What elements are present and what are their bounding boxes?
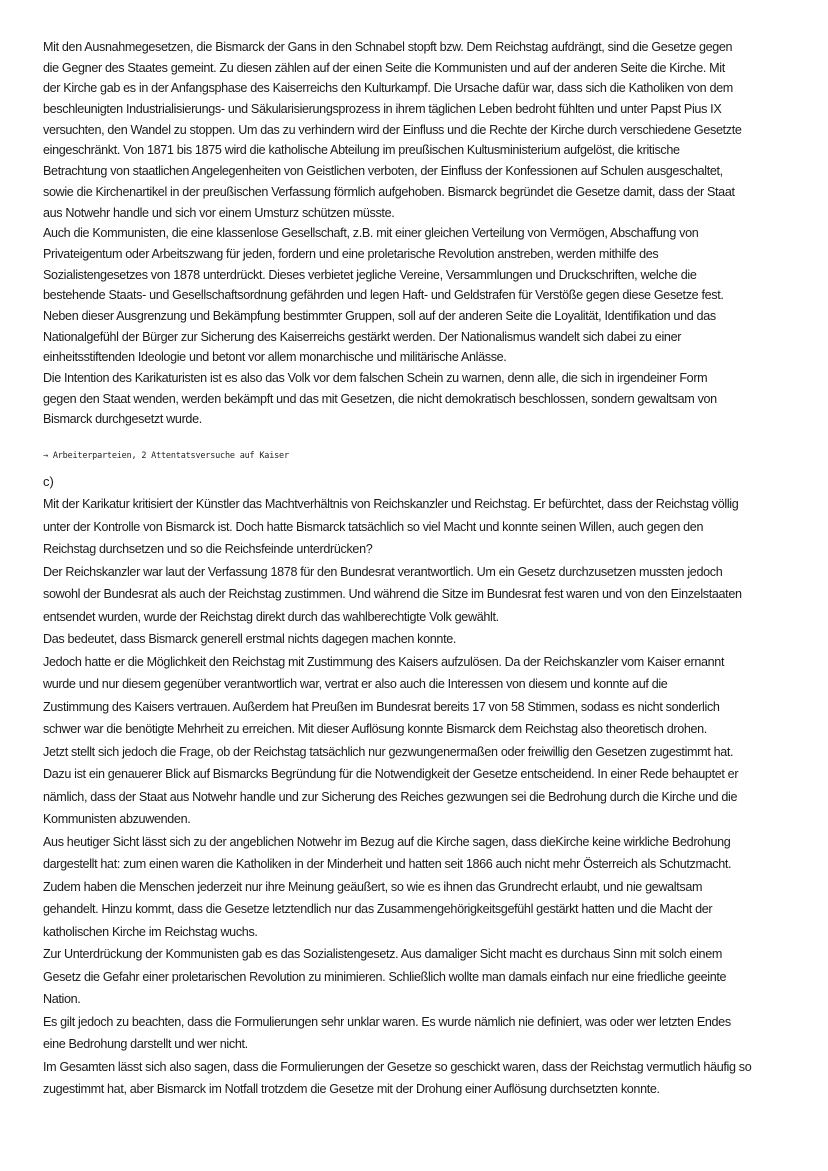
- text-line: gehandelt. Hinzu kommt, dass die Gesetze letztendlich nur das Zusammengehörigkeitsgefühl gestärkt hatten und die Macht der: [43, 902, 713, 916]
- text-line: sowohl der Bundesrat als auch der Reichstag zustimmen. Und während die Sitze im Bundesrat fest waren und von den Einzelstaaten: [43, 587, 742, 601]
- text-line: dargestellt hat: zum einen waren die Katholiken in der Minderheit und hatten seit 1866 auch nicht mehr Österreich als Schutzmacht.: [43, 857, 732, 871]
- handwritten-note: → Arbeiterparteien, 2 Attentatsversuche auf Kaiser: [43, 451, 289, 461]
- text-line: zugestimmt hat, aber Bismarck im Notfall trotzdem die Gesetze mit der Drohung einer Auflösung durchsetzten konnte.: [43, 1082, 660, 1096]
- text-line: unter der Kontrolle von Bismarck ist. Doch hatte Bismarck tatsächlich so viel Macht und konnte seinen Willen, auch gegen den: [43, 519, 704, 534]
- text-line: beschleunigten Industrialisierungs- und Säkularisierungsprozess in ihrem täglichen Leben bedroht fühlten und unter Papst Pius IX: [43, 102, 722, 117]
- text-line: nämlich, dass der Staat aus Notwehr handle und zur Sicherung des Reiches gezwungen sei die Bedrohung durch die Kirche und die: [43, 789, 738, 804]
- text-line: Aus heutiger Sicht lässt sich zu der angeblichen Notwehr im Bezug auf die Kirche sagen, dass dieKirche keine wirkliche Bedrohung: [43, 834, 731, 849]
- text-line: einheitsstiftenden Ideologie und betont vor allem monarchische und militärische Anlässe.: [43, 350, 507, 365]
- text-line: schwer war die benötigte Mehrheit zu erreichen. Mit dieser Auflösung konnte Bismarck dem Reichstag also theoretisch drohen.: [43, 722, 707, 736]
- text-line: der Kirche gab es in der Anfangsphase des Kaiserreichs den Kulturkampf. Die Ursache dafür war, dass sich die Katholiken von dem: [43, 81, 733, 96]
- text-line: Der Reichskanzler war laut der Verfassung 1878 für den Bundesrat verantwortlich. Um ein Gesetz durchzusetzen mussten jedoch: [43, 564, 723, 579]
- answer-part-c: [43, 493, 803, 1101]
- text-line: Kommunisten abzuwenden.: [43, 812, 191, 826]
- text-line: Zudem haben die Menschen jederzeit nur ihre Meinung geäußert, so wie es ihnen das Grundrecht erlaubt, und nie gewaltsam: [43, 879, 703, 894]
- text-line: die Gegner des Staates gemeint. Zu diesen zählen auf der einen Seite die Kommunisten und auf der anderen Seite die Kirche. Mit: [43, 60, 725, 75]
- text-line: Betrachtung von staatlichen Angelegenheiten von Geistlichen verboten, der Einfluss der Konfessionen auf Schulen ausgeschaltet,: [43, 164, 723, 179]
- text-line: katholischen Kirche im Reichstag wuchs.: [43, 924, 258, 939]
- text-line: Zustimmung des Kaisers vertrauen. Außerdem hat Preußen im Bundesrat bereits 17 von 58 Stimmen, sodass es nicht sonderlich: [43, 699, 720, 714]
- text-line: Nationalgefühl der Bürger zur Sicherung des Kaiserreichs gestärkt werden. Der Nationalismus wandelt sich dabei zu einer: [43, 329, 682, 344]
- text-line: Im Gesamten lässt sich also sagen, dass die Formulierungen der Gesetze so geschickt waren, dass der Reichstag vermutlich häufig so: [43, 1059, 752, 1074]
- text-line: eingeschränkt. Von 1871 bis 1875 wird die katholische Abteilung im preußischen Kultusministerium aufgelöst, die kritische: [43, 143, 680, 158]
- text-line: versuchten, den Wandel zu stoppen. Um das zu verhindern wird der Einfluss und die Rechte der Kirche durch verschiedene Gesetzte: [43, 122, 742, 137]
- text-line: wurde und nur diesem gegenüber verantwortlich war, vertrat er also auch die Interessen von diesem und konnte auf die: [43, 677, 668, 691]
- text-line: Dazu ist ein genauerer Blick auf Bismarcks Begründung für die Notwendigkeit der Gesetze entscheidend. In einer Rede behauptet er: [43, 767, 739, 781]
- text-line: Gesetz die Gefahr einer proletarischen Revolution zu minimieren. Schließlich wollte man damals einfach nur eine friedliche geeinte: [43, 969, 727, 984]
- text-line: Privateigentum oder Arbeitszwang für jeden, fordern und eine proletarische Revolution anstreben, werden mithilfe des: [43, 246, 659, 261]
- text-line: Reichstag durchsetzen und so die Reichsfeinde unterdrücken?: [43, 542, 373, 556]
- text-line: Bismarck durchgesetzt wurde.: [43, 412, 202, 427]
- text-line: Jedoch hatte er die Möglichkeit den Reichstag mit Zustimmung des Kaisers aufzulösen. Da der Reichskanzler vom Kaiser ernannt: [43, 654, 725, 669]
- text-line: gegen den Staat wenden, werden bekämpft und das mit Gesetzen, die nicht demokratisch beschlossen, sondern gewaltsam von: [43, 391, 717, 406]
- text-line: Mit den Ausnahmegesetzen, die Bismarck der Gans in den Schnabel stopft bzw. Dem Reichstag aufdrängt, sind die Gesetze gegen: [43, 40, 733, 54]
- text-line: Jetzt stellt sich jedoch die Frage, ob der Reichstag tatsächlich nur gezwungenermaßen oder freiwillig den Gesetzen zugestimmt hat.: [43, 744, 734, 759]
- text-line: aus Notwehr handle und sich vor einem Umsturz schützen müsste.: [43, 205, 395, 220]
- section-label-c: c): [43, 474, 54, 489]
- answer-part-b: [43, 37, 803, 430]
- text-line: Es gilt jedoch zu beachten, dass die Formulierungen sehr unklar waren. Es wurde nämlich nie definiert, was oder wer letzten Endes: [43, 1014, 731, 1029]
- text-line: entsendet wurden, wurde der Reichstag direkt durch das wahlberechtigte Volk gewählt.: [43, 609, 499, 624]
- text-line: bestehende Staats- und Gesellschaftsordnung gefährden und legen Haft- und Geldstrafen für Verstöße gegen diese Gesetze fest.: [43, 288, 724, 303]
- text-line: Die Intention des Karikaturisten ist es also das Volk vor dem falschen Schein zu warnen, denn alle, die sich in irgendeiner Form: [43, 371, 708, 385]
- text-line: Das bedeutet, dass Bismarck generell erstmal nichts dagegen machen konnte.: [43, 632, 457, 646]
- text-line: Auch die Kommunisten, die eine klassenlose Gesellschaft, z.B. mit einer gleichen Verteilung von Vermögen, Abschaffung von: [43, 226, 699, 241]
- text-line: Neben dieser Ausgrenzung und Bekämpfung bestimmter Gruppen, soll auf der anderen Seite die Loyalität, Identifikation und das: [43, 308, 716, 323]
- text-line: Sozialistengesetzes von 1878 unterdrückt. Dieses verbietet jegliche Vereine, Versammlungen und Druckschriften, welche die: [43, 267, 697, 282]
- text-line: Zur Unterdrückung der Kommunisten gab es das Sozialistengesetz. Aus damaliger Sicht macht es durchaus Sinn mit solch einem: [43, 947, 723, 961]
- text-line: Nation.: [43, 992, 81, 1006]
- text-line: sowie die Kirchenartikel in der preußischen Verfassung förmlich aufgehoben. Bismarck begründet die Gesetze damit, dass der Staat: [43, 184, 735, 199]
- text-line: eine Bedrohung darstellt und wer nicht.: [43, 1037, 248, 1051]
- text-line: Mit der Karikatur kritisiert der Künstler das Machtverhältnis von Reichskanzler und Reichstag. Er befürchtet, dass der Reichstag völlig: [43, 497, 739, 511]
